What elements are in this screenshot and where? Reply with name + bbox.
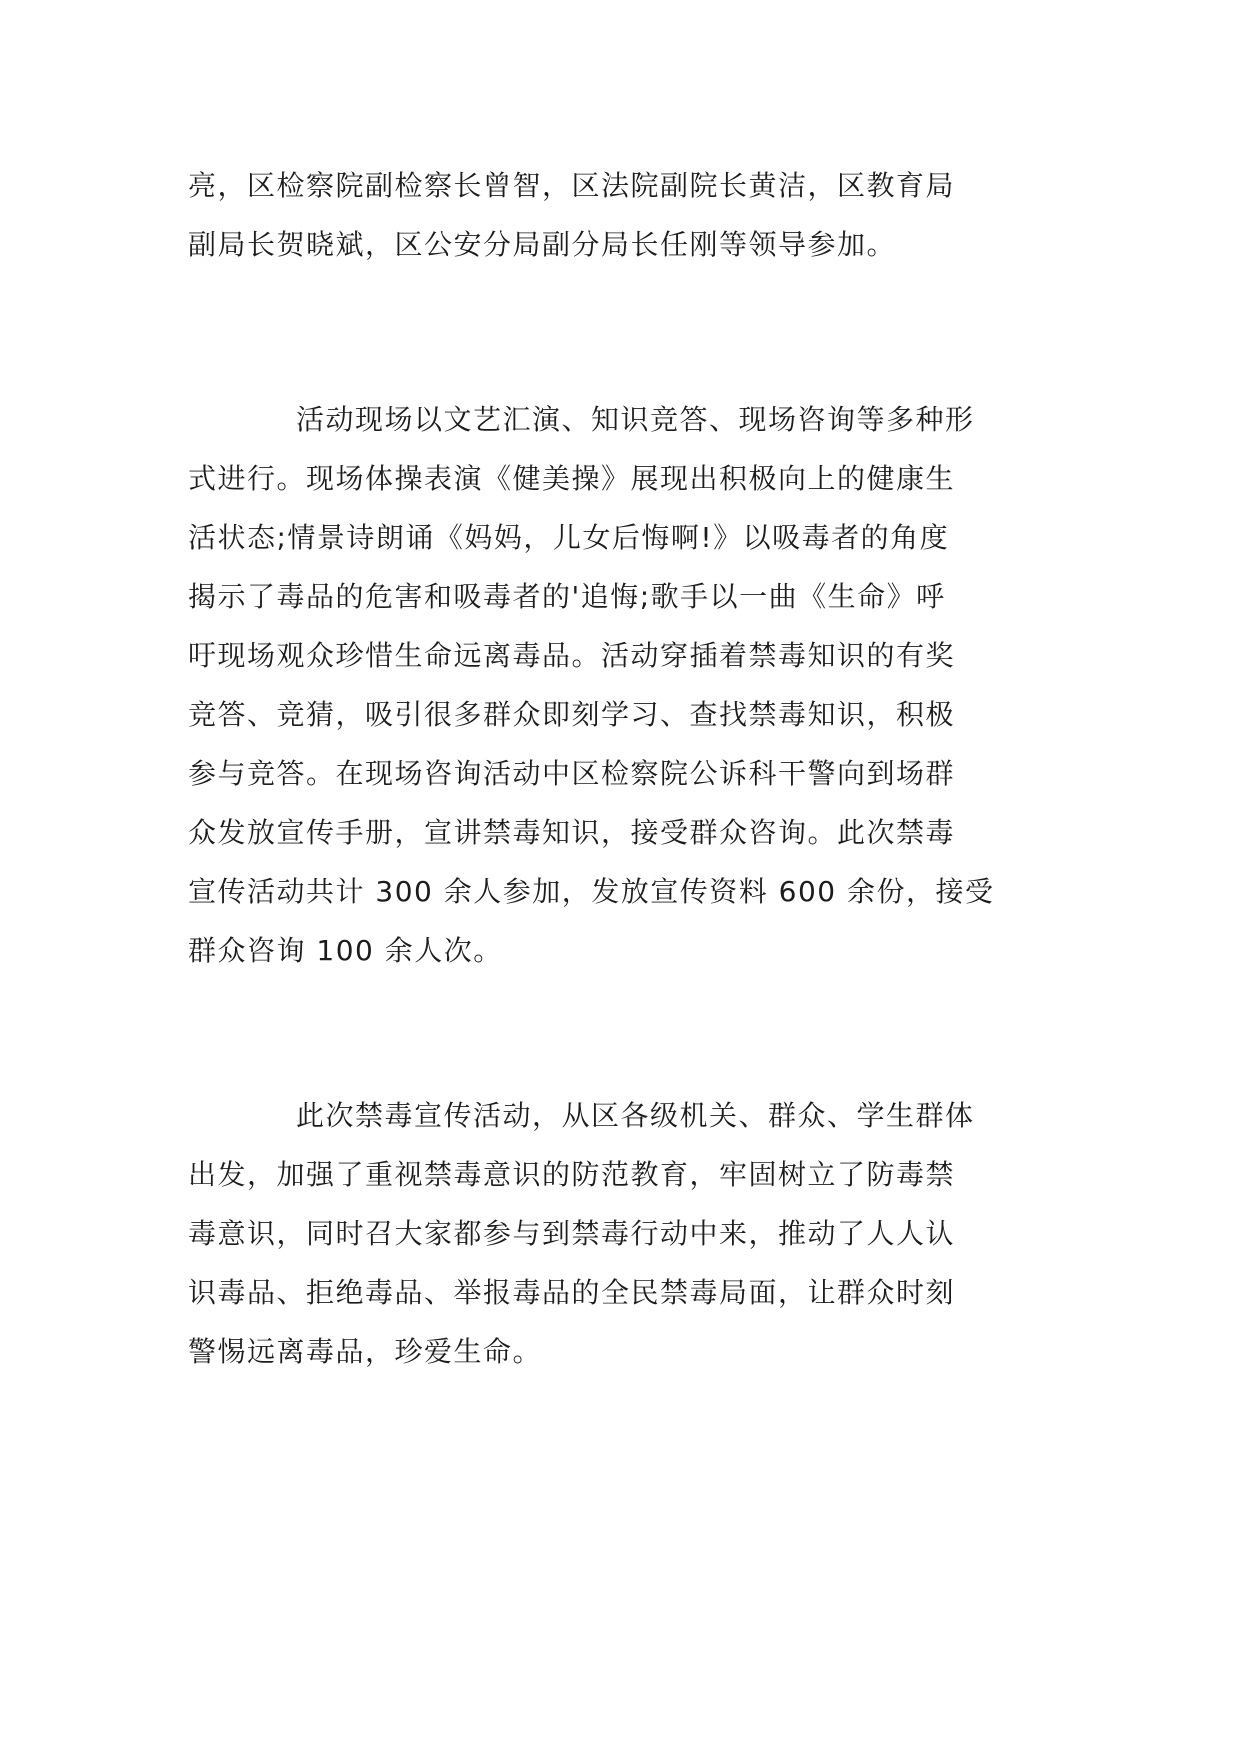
- paragraph-line: 警惕远离毒品，珍爱生命。: [188, 1335, 543, 1368]
- paragraph-line: 活状态;情景诗朗诵《妈妈，儿女后悔啊!》以吸毒者的角度: [188, 521, 950, 554]
- paragraph-activities: [188, 390, 1058, 980]
- paragraph-line: 式进行。现场体操表演《健美操》展现出积极向上的健康生: [188, 462, 956, 495]
- paragraph-attendees: [188, 156, 1058, 274]
- paragraph-conclusion: [188, 1086, 1058, 1381]
- paragraph-line: 活动现场以文艺汇演、知识竞答、现场咨询等多种形: [296, 403, 975, 436]
- paragraph-line: 亮，区检察院副检察长曾智，区法院副院长黄洁，区教育局: [188, 169, 956, 202]
- paragraph-line: 出发，加强了重视禁毒意识的防范教育，牢固树立了防毒禁: [188, 1158, 956, 1191]
- paragraph-line: 众发放宣传手册，宣讲禁毒知识，接受群众咨询。此次禁毒: [188, 816, 956, 849]
- paragraph-line: 副局长贺晓斌，区公安分局副分局长任刚等领导参加。: [188, 228, 897, 261]
- paragraph-line: 参与竞答。在现场咨询活动中区检察院公诉科干警向到场群: [188, 757, 956, 790]
- paragraph-line: 宣传活动共计 300 余人参加，发放宣传资料 600 余份，接受: [188, 875, 995, 908]
- paragraph-line: 群众咨询 100 余人次。: [188, 934, 503, 967]
- paragraph-line: 揭示了毒品的危害和吸毒者的'追悔;歌手以一曲《生命》呼: [188, 580, 946, 613]
- paragraph-line: 识毒品、拒绝毒品、举报毒品的全民禁毒局面，让群众时刻: [188, 1276, 956, 1309]
- paragraph-line: 竞答、竞猜，吸引很多群众即刻学习、查找禁毒知识，积极: [188, 698, 956, 731]
- paragraph-line: 此次禁毒宣传活动，从区各级机关、群众、学生群体: [296, 1099, 975, 1132]
- paragraph-line: 吁现场观众珍惜生命远离毒品。活动穿插着禁毒知识的有奖: [188, 639, 956, 672]
- paragraph-line: 毒意识，同时召大家都参与到禁毒行动中来，推动了人人认: [188, 1217, 956, 1250]
